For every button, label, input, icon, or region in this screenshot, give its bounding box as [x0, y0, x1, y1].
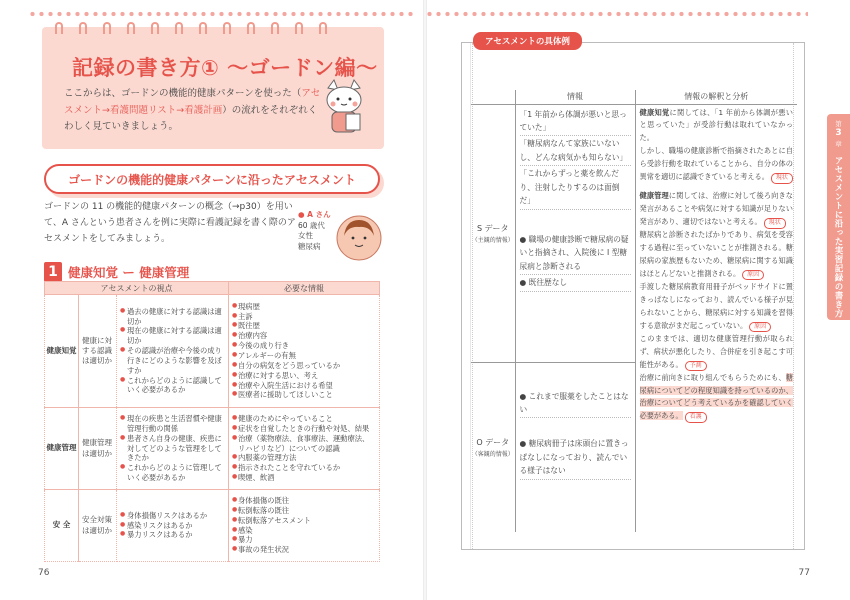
dotted-border [28, 10, 415, 18]
page-number-left: 76 [38, 568, 50, 578]
o-item: ● 糖尿病冊子は床頭台に置きっぱなしになっており、読んでいる様子はない [520, 436, 631, 479]
table-row: 健康管理 健康管理は適切か ● 現在の疾患と生活習慣や健康管理行動の関係 ● 患者さん自身の健康、疾患に対してどのような管理をしてきたか ● これからどのように管理していく必要があるか ● 健康のためにやっていること ● 症状を自覚したときの行動や対処、結果 ● 治療（薬物療法、食事療法、運動療法、リハビリなど）についての認識 ● 内服薬の管理方法 ● 指示されたことを守れているか ● 喫煙、飲酒 [45, 408, 380, 490]
analysis-para: 手渡した糖尿病教育用冊子がベッドサイドに置きっぱなしになっており、読んでいる様子が見られないことから、糖尿病に対する知識を習得する意欲がまだ起こっていない。 原因 [640, 281, 794, 333]
tag-badge: 現状 [764, 218, 786, 228]
section-heading: ゴードンの機能的健康パターンに沿ったアセスメント [44, 164, 380, 194]
s-item: ● 職場の健康診断で糖尿病の疑いと指摘され、入院後に I 型糖尿病と診断される [520, 232, 631, 275]
page-title: 記録の書き方① ～ゴードン編～ [72, 56, 378, 80]
s-item: 「糖尿病なんて家族にいないし、どんな病気かも知らない」 [520, 136, 631, 166]
table-row-s [471, 104, 797, 362]
right-page [425, 0, 850, 600]
tag-badge: 予測 [685, 361, 707, 371]
s-item: 「1 年前から体調が悪いと思っていた」 [520, 107, 631, 137]
assessment-table [44, 281, 380, 562]
tag-badge: 現状 [771, 173, 793, 183]
col-header-analysis: 情報の解釈と分析 [635, 90, 797, 104]
page-number-right: 77 [798, 568, 810, 578]
binder-rings [55, 22, 327, 34]
patient-disease: 糖尿病 [298, 241, 321, 251]
analysis-para: 健康管理に関しては、治療に対して後ろ向きな発言があることや病気に対する知識が足りない発言があり、適切ではないと考える。 現状 [640, 190, 794, 229]
book-gutter [423, 0, 427, 600]
analysis-para: 糖尿病と診断されたばかりであり、病気を受容する過程に至っていないことが推測される。糖尿病の家族歴もないため、糖尿病に関する知識はほとんどないと推測される。 原因 [640, 229, 794, 281]
s-item: ● 既往歴なし [520, 275, 631, 291]
intro-text: ここからは、ゴードンの機能的健康パターンを使った（アセスメント→看護問題リスト→看護計画）の流れをそれぞれくわしく見ていきましょう。 [64, 88, 321, 133]
s-item: 「これからずっと薬を飲んだり、注射したりするのは面倒だ」 [520, 166, 631, 209]
example-label: アセスメントの具体例 [473, 32, 582, 50]
heading-number: 1 [44, 262, 62, 282]
table-row: 安 全 安全対策は適切か ● 身体損傷リスクはあるか ● 感染リスクはあるか ● 暴力リスクはあるか ● 身体損傷の既往 ● 転倒転落の既往 ● 転倒転落アセスメント ● 感染 ● 暴力 ● 事故の発生状況 [45, 490, 380, 562]
patient-name: ● A さん [298, 210, 331, 219]
tag-badge: 原因 [749, 322, 771, 332]
example-assessment-table [471, 90, 797, 532]
analysis-para: このままでは、適切な健康管理行動が取られず、病状が悪化したり、合併症を引き起こす可能性がある。 予測 [640, 333, 794, 372]
o-item: ● これまで服薬をしたことはない [520, 389, 631, 419]
patient-avatar-icon [336, 214, 382, 262]
analysis-para: しかし、職場の健康診断で指摘されたあとに自ら受診行動を取れていることから、自分の体の異常を適切に認識できていると考える。 現状 [640, 145, 794, 184]
tag-badge: 看護 [685, 412, 707, 422]
col-header-info: 情報 [515, 90, 635, 104]
patient-age: 60 歳代 [298, 220, 325, 230]
chapter-side-tab: 第 3 章 アセスメントに沿った実習記録の書き方 [827, 114, 850, 320]
table-row: 健康知覚 健康に対する認識は適切か ● 過去の健康に対する認識は適切か ● 現在の健康に対する認識は適切か ● その認識が治療や今後の成り行きにどのような影響を及ぼすか ● これからどのように認識していく必要があるか ● 現病歴 ● 主訴 ● 既往歴 ● 治療内容 ● 今後の成り行き ● アレルギーの有無 ● 自分の病気をどう思っているか ● 治療に対する思い、考え ● 治療や入院生活における希望 ● 医療者に援助してほしいこと [45, 295, 380, 408]
o-data-label: O データ [476, 437, 510, 447]
dotted-border [425, 10, 808, 18]
col-header-view: アセスメントの視点 [45, 282, 229, 295]
chapter-title: アセスメントに沿った実習記録の書き方 [833, 156, 843, 318]
o-data-sub: （客観的情報） [471, 450, 514, 458]
cat-mascot-icon [320, 78, 368, 140]
patient-profile [298, 210, 382, 262]
s-data-label: S データ [476, 223, 509, 233]
heading-text: 健康知覚 ー 健康管理 [68, 265, 190, 280]
col-header-info: 必要な情報 [229, 282, 380, 295]
analysis-para: 健康知覚に関しては、「1 年前から体調が悪いと思っていた」が受診行動は取れていなかった。 [639, 107, 793, 143]
body-text: ゴードンの 11 の機能的健康パターンの概念（→p30）を用いて、A さんという患者さんを例に実際に看護記録を書く際のアセスメントをしてみましょう。 [44, 202, 296, 244]
patient-sex: 女性 [298, 231, 313, 240]
subsection-heading [44, 262, 189, 282]
analysis-para: 治療に前向きに取り組んでもらうためにも、糖尿病についてどの程度知識を持っているのか、治療についてどう考えているかを確認していく必要がある。 看護 [640, 372, 794, 424]
tag-badge: 原因 [742, 270, 764, 280]
s-data-sub: （主観的情報） [471, 236, 514, 244]
